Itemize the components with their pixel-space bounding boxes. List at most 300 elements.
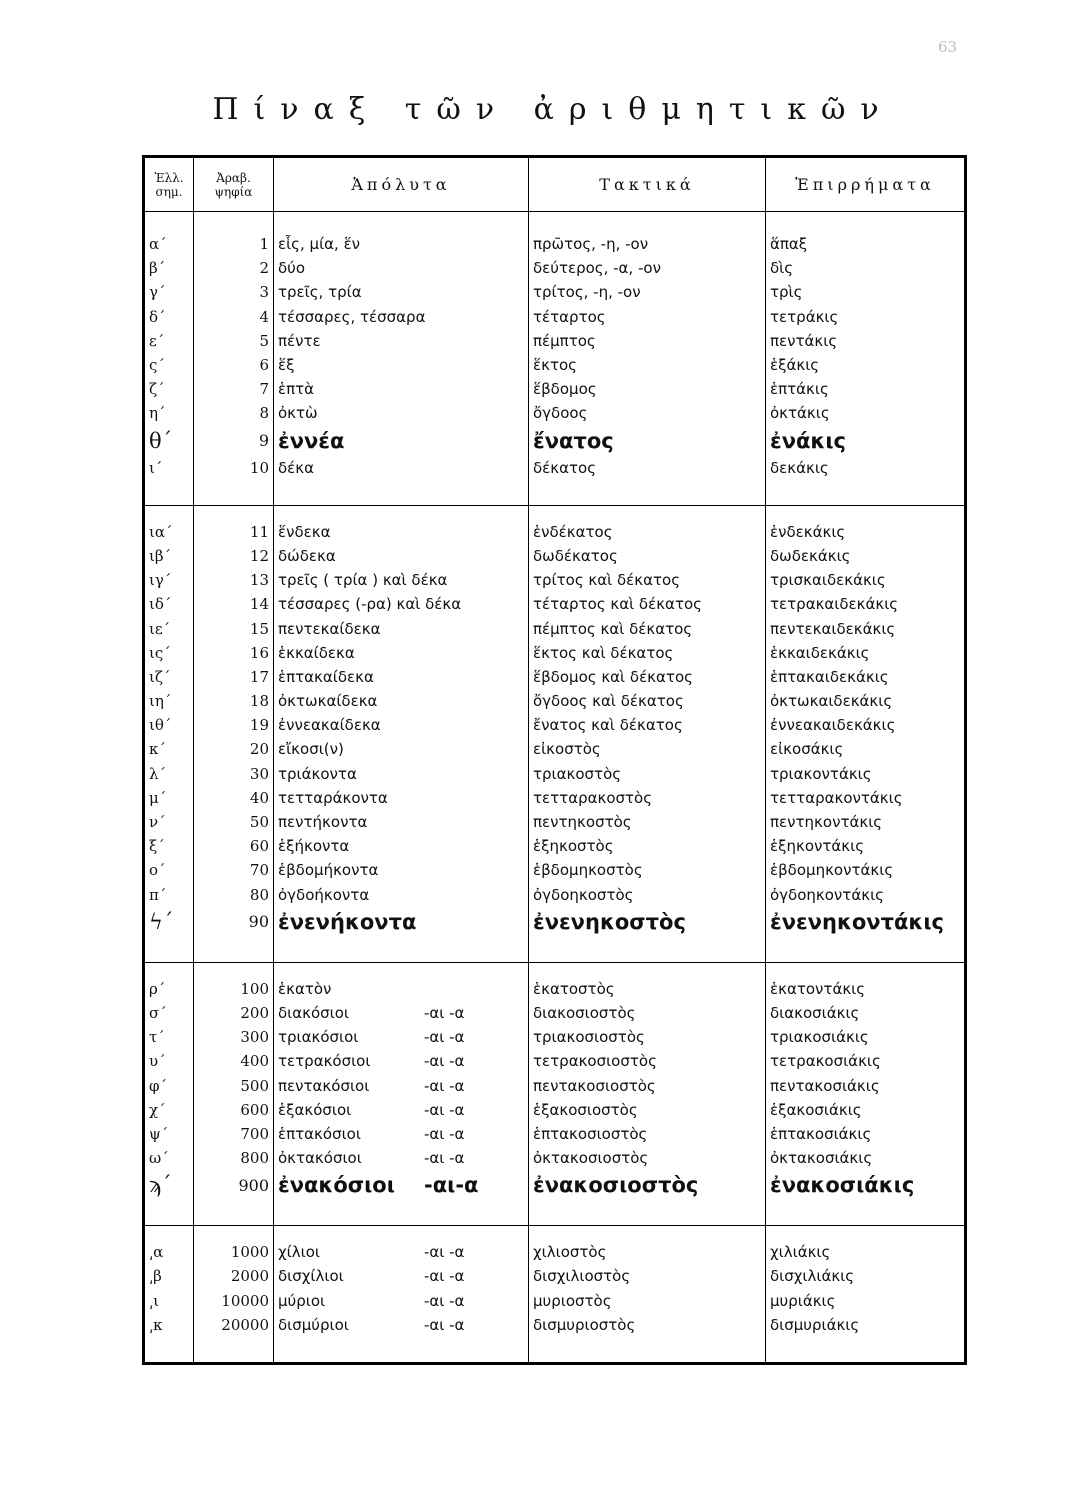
- table-row: [144, 1170, 966, 1200]
- table-row: [144, 280, 966, 304]
- adverbial-cell: τρισκαιδεκάκις: [766, 568, 966, 592]
- table-row: [144, 689, 966, 713]
- adverbial-cell: ἑξακοσιάκις: [766, 1098, 966, 1122]
- greek-symbol-cell: ι΄: [144, 456, 194, 480]
- cardinal-cell: [274, 1122, 529, 1146]
- ordinal-cell: ὀκτακοσιοστὸς: [529, 1146, 766, 1170]
- adverbial-cell: χιλιάκις: [766, 1240, 966, 1264]
- arabic-digit-cell: 10: [194, 456, 274, 480]
- ordinal-cell: ἑξακοσιοστὸς: [529, 1098, 766, 1122]
- arabic-digit-cell: 700: [194, 1122, 274, 1146]
- table-row: [144, 305, 966, 329]
- greek-symbol-cell: ιε΄: [144, 616, 194, 640]
- table-row: [144, 329, 966, 353]
- arabic-digit-cell: 60: [194, 834, 274, 858]
- adverbial-cell: ἑπτακαιδεκάκις: [766, 665, 966, 689]
- arabic-digit-cell: 20: [194, 737, 274, 761]
- cardinal-cell: ἕνδεκα: [274, 520, 529, 544]
- table-row: [144, 456, 966, 480]
- ordinal-cell: πρῶτος, -η, -ον: [529, 232, 766, 256]
- cardinal-word: διακόσιοι: [278, 1003, 349, 1022]
- table-row: [144, 353, 966, 377]
- ordinal-cell: πέμπτος καὶ δέκατος: [529, 616, 766, 640]
- arabic-digit-cell: 5: [194, 329, 274, 353]
- arabic-digit-cell: 30: [194, 762, 274, 786]
- table-row: [144, 401, 966, 425]
- header-greek-symbols: [144, 157, 194, 212]
- cardinal-cell: [274, 1001, 529, 1025]
- greek-symbol-cell: χ΄: [144, 1098, 194, 1122]
- cardinal-cell: πεντεκαίδεκα: [274, 616, 529, 640]
- spacer-cell: [529, 480, 766, 506]
- cardinal-suffix: -αι -α: [424, 1028, 465, 1047]
- spacer-cell: [766, 1226, 966, 1241]
- spacer-cell: [766, 212, 966, 233]
- spacer-cell: [194, 1337, 274, 1364]
- adverbial-cell: ἑπτάκις: [766, 377, 966, 401]
- ordinal-cell: δωδέκατος: [529, 544, 766, 568]
- greek-symbol-cell: κ΄: [144, 737, 194, 761]
- greek-symbol-cell: ιγ΄: [144, 568, 194, 592]
- ordinal-cell: ὄγδοος καὶ δέκατος: [529, 689, 766, 713]
- cardinal-cell: τρεῖς, τρία: [274, 280, 529, 304]
- ordinal-cell: ἕκτος: [529, 353, 766, 377]
- arabic-digit-cell: 13: [194, 568, 274, 592]
- cardinal-word: ἑξακόσιοι: [278, 1100, 352, 1119]
- cardinal-cell: εἴκοσι(ν): [274, 737, 529, 761]
- table-row: [144, 1049, 966, 1073]
- spacer-cell: [144, 480, 194, 506]
- ordinal-cell: δισμυριοστὸς: [529, 1313, 766, 1337]
- table-row: [144, 232, 966, 256]
- cardinal-cell: [274, 1264, 529, 1288]
- greek-symbol-cell: δ΄: [144, 305, 194, 329]
- arabic-digit-cell: 1: [194, 232, 274, 256]
- table-row: [144, 544, 966, 568]
- arabic-digit-cell: 6: [194, 353, 274, 377]
- greek-symbol-cell: λ΄: [144, 762, 194, 786]
- group-spacer: [144, 1337, 966, 1364]
- header-arabic-line1: Ἀραβ.: [216, 170, 251, 185]
- spacer-cell: [529, 505, 766, 520]
- cardinal-suffix: -αι -α: [424, 1124, 465, 1143]
- table-row: [144, 1073, 966, 1097]
- ordinal-cell: τέταρτος: [529, 305, 766, 329]
- table-row: [144, 592, 966, 616]
- ordinal-cell: ἔνατος καὶ δέκατος: [529, 713, 766, 737]
- ordinal-cell: ἐνακοσιοστὸς: [529, 1170, 766, 1200]
- spacer-cell: [766, 480, 966, 506]
- spacer-cell: [766, 962, 966, 977]
- ordinal-cell: πεντηκοστὸς: [529, 810, 766, 834]
- arabic-digit-cell: 2000: [194, 1264, 274, 1288]
- greek-symbol-cell: η΄: [144, 401, 194, 425]
- spacer-cell: [144, 937, 194, 963]
- ordinal-cell: ἐνενηκοστὸς: [529, 907, 766, 937]
- cardinal-word: ἑπτακόσιοι: [278, 1124, 361, 1143]
- greek-symbol-cell: ͵κ: [144, 1313, 194, 1337]
- adverbial-cell: ἑκατοντάκις: [766, 977, 966, 1001]
- spacer-cell: [766, 1200, 966, 1226]
- cardinal-word: ἐνακόσιοι: [278, 1173, 395, 1198]
- spacer-cell: [144, 1200, 194, 1226]
- spacer-cell: [529, 212, 766, 233]
- arabic-digit-cell: 90: [194, 907, 274, 937]
- table-row: [144, 977, 966, 1001]
- spacer-cell: [144, 1337, 194, 1364]
- table-row: [144, 834, 966, 858]
- cardinal-suffix: -αι-α: [424, 1173, 479, 1198]
- greek-symbol-cell: ν΄: [144, 810, 194, 834]
- table-row: [144, 665, 966, 689]
- table-row: [144, 377, 966, 401]
- ordinal-cell: τριακοσιοστὸς: [529, 1025, 766, 1049]
- greek-symbol-cell: ε΄: [144, 329, 194, 353]
- greek-symbol-cell: ͵α: [144, 1240, 194, 1264]
- header-arabic-line2: ψηφία: [214, 184, 253, 199]
- cardinal-cell: [274, 1098, 529, 1122]
- cardinal-cell: ἐννέα: [274, 426, 529, 456]
- arabic-digit-cell: 40: [194, 786, 274, 810]
- cardinal-suffix: -αι -α: [424, 1076, 465, 1095]
- greek-symbol-cell: ϟ΄: [144, 907, 194, 937]
- cardinal-word: δισχίλιοι: [278, 1267, 344, 1286]
- ordinal-cell: δέκατος: [529, 456, 766, 480]
- spacer-cell: [529, 937, 766, 963]
- arabic-digit-cell: 7: [194, 377, 274, 401]
- table-row: [144, 568, 966, 592]
- ordinal-cell: ἑνδέκατος: [529, 520, 766, 544]
- spacer-cell: [194, 937, 274, 963]
- table-row: [144, 256, 966, 280]
- table-row: [144, 713, 966, 737]
- spacer-cell: [194, 1200, 274, 1226]
- cardinal-suffix: -αι -α: [424, 1003, 465, 1022]
- ordinal-cell: τετρακοσιοστὸς: [529, 1049, 766, 1073]
- cardinal-word: μύριοι: [278, 1291, 326, 1310]
- arabic-digit-cell: 10000: [194, 1289, 274, 1313]
- cardinal-cell: [274, 1289, 529, 1313]
- table-row: [144, 1264, 966, 1288]
- table-row: [144, 1289, 966, 1313]
- spacer-cell: [766, 505, 966, 520]
- greek-symbol-cell: ζ΄: [144, 377, 194, 401]
- cardinal-suffix: -αι -α: [424, 1291, 465, 1310]
- greek-symbol-cell: σ΄: [144, 1001, 194, 1025]
- adverbial-cell: ἅπαξ: [766, 232, 966, 256]
- cardinal-cell: εἷς, μία, ἕν: [274, 232, 529, 256]
- spacer-cell: [274, 1200, 529, 1226]
- cardinal-word: τετρακόσιοι: [278, 1052, 371, 1071]
- greek-symbol-cell: γ΄: [144, 280, 194, 304]
- adverbial-cell: ἑξηκοντάκις: [766, 834, 966, 858]
- table-row: [144, 1122, 966, 1146]
- cardinal-cell: [274, 1170, 529, 1200]
- greek-symbol-cell: ϡ΄: [144, 1170, 194, 1200]
- spacer-cell: [194, 505, 274, 520]
- arabic-digit-cell: 50: [194, 810, 274, 834]
- spacer-cell: [766, 937, 966, 963]
- ordinal-cell: ἑβδομηκοστὸς: [529, 858, 766, 882]
- cardinal-cell: δύο: [274, 256, 529, 280]
- header-symbols-line1: Ἑλλ.: [154, 170, 184, 185]
- greek-symbol-cell: τ΄: [144, 1025, 194, 1049]
- adverbial-cell: τετράκις: [766, 305, 966, 329]
- ordinal-cell: ἔνατος: [529, 426, 766, 456]
- ordinal-cell: δισχιλιοστὸς: [529, 1264, 766, 1288]
- arabic-digit-cell: 17: [194, 665, 274, 689]
- adverbial-cell: ἑβδομηκοντάκις: [766, 858, 966, 882]
- adverbial-cell: τετταρακοντάκις: [766, 786, 966, 810]
- ordinal-cell: ἑκατοστὸς: [529, 977, 766, 1001]
- ordinal-cell: τετταρακοστὸς: [529, 786, 766, 810]
- greek-symbol-cell: π΄: [144, 883, 194, 907]
- arabic-digit-cell: 3: [194, 280, 274, 304]
- page-title: Πίναξ τῶν ἀριθμητικῶν: [212, 92, 894, 127]
- table-row: [144, 520, 966, 544]
- table-row: [144, 907, 966, 937]
- greek-symbol-cell: μ΄: [144, 786, 194, 810]
- table-row: [144, 426, 966, 456]
- cardinal-cell: πέντε: [274, 329, 529, 353]
- cardinal-suffix: -αι -α: [424, 1315, 465, 1334]
- cardinal-word: χίλιοι: [278, 1243, 320, 1262]
- ordinal-cell: ἕβδομος: [529, 377, 766, 401]
- adverbial-cell: ἑκκαιδεκάκις: [766, 641, 966, 665]
- table-row: [144, 786, 966, 810]
- spacer-cell: [274, 1226, 529, 1241]
- ordinal-cell: τριακοστὸς: [529, 762, 766, 786]
- ordinal-cell: τέταρτος καὶ δέκατος: [529, 592, 766, 616]
- cardinal-cell: ἑβδομήκοντα: [274, 858, 529, 882]
- cardinal-suffix: -αι -α: [424, 1052, 465, 1071]
- arabic-digit-cell: 2: [194, 256, 274, 280]
- cardinal-cell: [274, 1073, 529, 1097]
- cardinal-cell: τριάκοντα: [274, 762, 529, 786]
- greek-symbol-cell: ιζ΄: [144, 665, 194, 689]
- arabic-digit-cell: 19: [194, 713, 274, 737]
- adverbial-cell: ὀκτωκαιδεκάκις: [766, 689, 966, 713]
- greek-symbol-cell: ο΄: [144, 858, 194, 882]
- spacer-cell: [529, 1226, 766, 1241]
- cardinal-cell: ἑπτακαίδεκα: [274, 665, 529, 689]
- arabic-digit-cell: 11: [194, 520, 274, 544]
- cardinal-word: ὀκτακόσιοι: [278, 1149, 362, 1168]
- cardinal-cell: [274, 1240, 529, 1264]
- arabic-digit-cell: 20000: [194, 1313, 274, 1337]
- cardinal-cell: [274, 1146, 529, 1170]
- table-header-row: [144, 157, 966, 212]
- spacer-cell: [274, 212, 529, 233]
- greek-symbol-cell: ξ΄: [144, 834, 194, 858]
- adverbial-cell: πεντηκοντάκις: [766, 810, 966, 834]
- table-row: [144, 883, 966, 907]
- page-number: 63: [938, 38, 958, 56]
- table-row: [144, 1001, 966, 1025]
- greek-symbol-cell: ια΄: [144, 520, 194, 544]
- adverbial-cell: τρὶς: [766, 280, 966, 304]
- greek-symbol-cell: ις΄: [144, 641, 194, 665]
- adverbial-cell: δὶς: [766, 256, 966, 280]
- greek-symbol-cell: φ΄: [144, 1073, 194, 1097]
- table-row: [144, 616, 966, 640]
- spacer-cell: [274, 505, 529, 520]
- cardinal-cell: [274, 1025, 529, 1049]
- header-cardinal: Ἀπόλυτα: [274, 157, 529, 212]
- adverbial-cell: διακοσιάκις: [766, 1001, 966, 1025]
- header-symbols-line2: σημ.: [155, 184, 183, 199]
- table-body: [144, 212, 966, 1364]
- cardinal-word: τριακόσιοι: [278, 1028, 359, 1047]
- adverbial-cell: τετρακοσιάκις: [766, 1049, 966, 1073]
- arabic-digit-cell: 800: [194, 1146, 274, 1170]
- cardinal-cell: ὀγδοήκοντα: [274, 883, 529, 907]
- greek-symbol-cell: ͵β: [144, 1264, 194, 1288]
- greek-symbol-cell: ιη΄: [144, 689, 194, 713]
- ordinal-cell: ἑπτακοσιοστὸς: [529, 1122, 766, 1146]
- table-row: [144, 1313, 966, 1337]
- cardinal-cell: τρεῖς ( τρία ) καὶ δέκα: [274, 568, 529, 592]
- adverbial-cell: τετρακαιδεκάκις: [766, 592, 966, 616]
- ordinal-cell: εἰκοστὸς: [529, 737, 766, 761]
- adverbial-cell: δωδεκάκις: [766, 544, 966, 568]
- spacer-cell: [144, 1226, 194, 1241]
- arabic-digit-cell: 12: [194, 544, 274, 568]
- group-spacer: [144, 212, 966, 233]
- ordinal-cell: ὀγδοηκοστὸς: [529, 883, 766, 907]
- table-row: [144, 737, 966, 761]
- cardinal-cell: ἐνενήκοντα: [274, 907, 529, 937]
- cardinal-suffix: -αι -α: [424, 1243, 465, 1262]
- table-row: [144, 1146, 966, 1170]
- adverbial-cell: πεντακοσιάκις: [766, 1073, 966, 1097]
- cardinal-suffix: -αι -α: [424, 1100, 465, 1119]
- table-row: [144, 1240, 966, 1264]
- cardinal-cell: ὀκτωκαίδεκα: [274, 689, 529, 713]
- spacer-cell: [144, 505, 194, 520]
- ordinal-cell: δεύτερος, -α, -ον: [529, 256, 766, 280]
- arabic-digit-cell: 14: [194, 592, 274, 616]
- arabic-digit-cell: 500: [194, 1073, 274, 1097]
- adverbial-cell: ἑξάκις: [766, 353, 966, 377]
- greek-symbol-cell: ω΄: [144, 1146, 194, 1170]
- greek-symbol-cell: ψ΄: [144, 1122, 194, 1146]
- table-row: [144, 762, 966, 786]
- cardinal-cell: [274, 1049, 529, 1073]
- spacer-cell: [766, 1337, 966, 1364]
- numerals-table: [142, 155, 967, 1365]
- header-arabic-digits: [194, 157, 274, 212]
- adverbial-cell: δισμυριάκις: [766, 1313, 966, 1337]
- spacer-cell: [529, 1337, 766, 1364]
- cardinal-word: ἑκατὸν: [278, 979, 332, 998]
- table-row: [144, 810, 966, 834]
- adverbial-cell: δεκάκις: [766, 456, 966, 480]
- table-row: [144, 1025, 966, 1049]
- greek-symbol-cell: β΄: [144, 256, 194, 280]
- arabic-digit-cell: 18: [194, 689, 274, 713]
- cardinal-cell: πεντήκοντα: [274, 810, 529, 834]
- header-ordinal: Τακτικά: [529, 157, 766, 212]
- arabic-digit-cell: 4: [194, 305, 274, 329]
- greek-symbol-cell: θ΄: [144, 426, 194, 456]
- adverbial-cell: μυριάκις: [766, 1289, 966, 1313]
- greek-symbol-cell: ρ΄: [144, 977, 194, 1001]
- adverbial-cell: πεντεκαιδεκάκις: [766, 616, 966, 640]
- ordinal-cell: πεντακοσιοστὸς: [529, 1073, 766, 1097]
- table-row: [144, 1098, 966, 1122]
- arabic-digit-cell: 80: [194, 883, 274, 907]
- header-adverbial: Ἐπιρρήματα: [766, 157, 966, 212]
- arabic-digit-cell: 600: [194, 1098, 274, 1122]
- spacer-cell: [529, 962, 766, 977]
- adverbial-cell: ὀκτακοσιάκις: [766, 1146, 966, 1170]
- cardinal-word: δισμύριοι: [278, 1315, 349, 1334]
- spacer-cell: [144, 212, 194, 233]
- table-row: [144, 858, 966, 882]
- cardinal-cell: ἐννεακαίδεκα: [274, 713, 529, 737]
- arabic-digit-cell: 1000: [194, 1240, 274, 1264]
- spacer-cell: [194, 480, 274, 506]
- adverbial-cell: ἐνακοσιάκις: [766, 1170, 966, 1200]
- greek-symbol-cell: ς΄: [144, 353, 194, 377]
- arabic-digit-cell: 100: [194, 977, 274, 1001]
- cardinal-cell: τέσσαρες, τέσσαρα: [274, 305, 529, 329]
- cardinal-suffix: -αι -α: [424, 1149, 465, 1168]
- spacer-cell: [144, 962, 194, 977]
- arabic-digit-cell: 900: [194, 1170, 274, 1200]
- ordinal-cell: ἑξηκοστὸς: [529, 834, 766, 858]
- spacer-cell: [194, 962, 274, 977]
- ordinal-cell: τρίτος καὶ δέκατος: [529, 568, 766, 592]
- arabic-digit-cell: 8: [194, 401, 274, 425]
- spacer-cell: [274, 937, 529, 963]
- adverbial-cell: ὀγδοηκοντάκις: [766, 883, 966, 907]
- spacer-cell: [274, 480, 529, 506]
- spacer-cell: [194, 212, 274, 233]
- table-row: [144, 641, 966, 665]
- arabic-digit-cell: 300: [194, 1025, 274, 1049]
- adverbial-cell: ὀκτάκις: [766, 401, 966, 425]
- arabic-digit-cell: 9: [194, 426, 274, 456]
- spacer-cell: [529, 1200, 766, 1226]
- greek-symbol-cell: υ΄: [144, 1049, 194, 1073]
- group-spacer: [144, 962, 966, 977]
- cardinal-cell: τέσσαρες (-ρα) καὶ δέκα: [274, 592, 529, 616]
- greek-symbol-cell: ιθ΄: [144, 713, 194, 737]
- arabic-digit-cell: 400: [194, 1049, 274, 1073]
- adverbial-cell: ἐνενηκοντάκις: [766, 907, 966, 937]
- adverbial-cell: εἰκοσάκις: [766, 737, 966, 761]
- spacer-cell: [194, 1226, 274, 1241]
- group-spacer: [144, 1226, 966, 1241]
- cardinal-cell: τετταράκοντα: [274, 786, 529, 810]
- ordinal-cell: ἕβδομος καὶ δέκατος: [529, 665, 766, 689]
- adverbial-cell: δισχιλιάκις: [766, 1264, 966, 1288]
- ordinal-cell: ὄγδοος: [529, 401, 766, 425]
- ordinal-cell: χιλιοστὸς: [529, 1240, 766, 1264]
- ordinal-cell: διακοσιοστὸς: [529, 1001, 766, 1025]
- adverbial-cell: ἑπτακοσιάκις: [766, 1122, 966, 1146]
- greek-symbol-cell: ͵ι: [144, 1289, 194, 1313]
- cardinal-cell: ὀκτὼ: [274, 401, 529, 425]
- cardinal-cell: ἕξ: [274, 353, 529, 377]
- greek-symbol-cell: ιδ΄: [144, 592, 194, 616]
- group-spacer: [144, 505, 966, 520]
- cardinal-cell: δώδεκα: [274, 544, 529, 568]
- cardinal-cell: [274, 977, 529, 1001]
- arabic-digit-cell: 16: [194, 641, 274, 665]
